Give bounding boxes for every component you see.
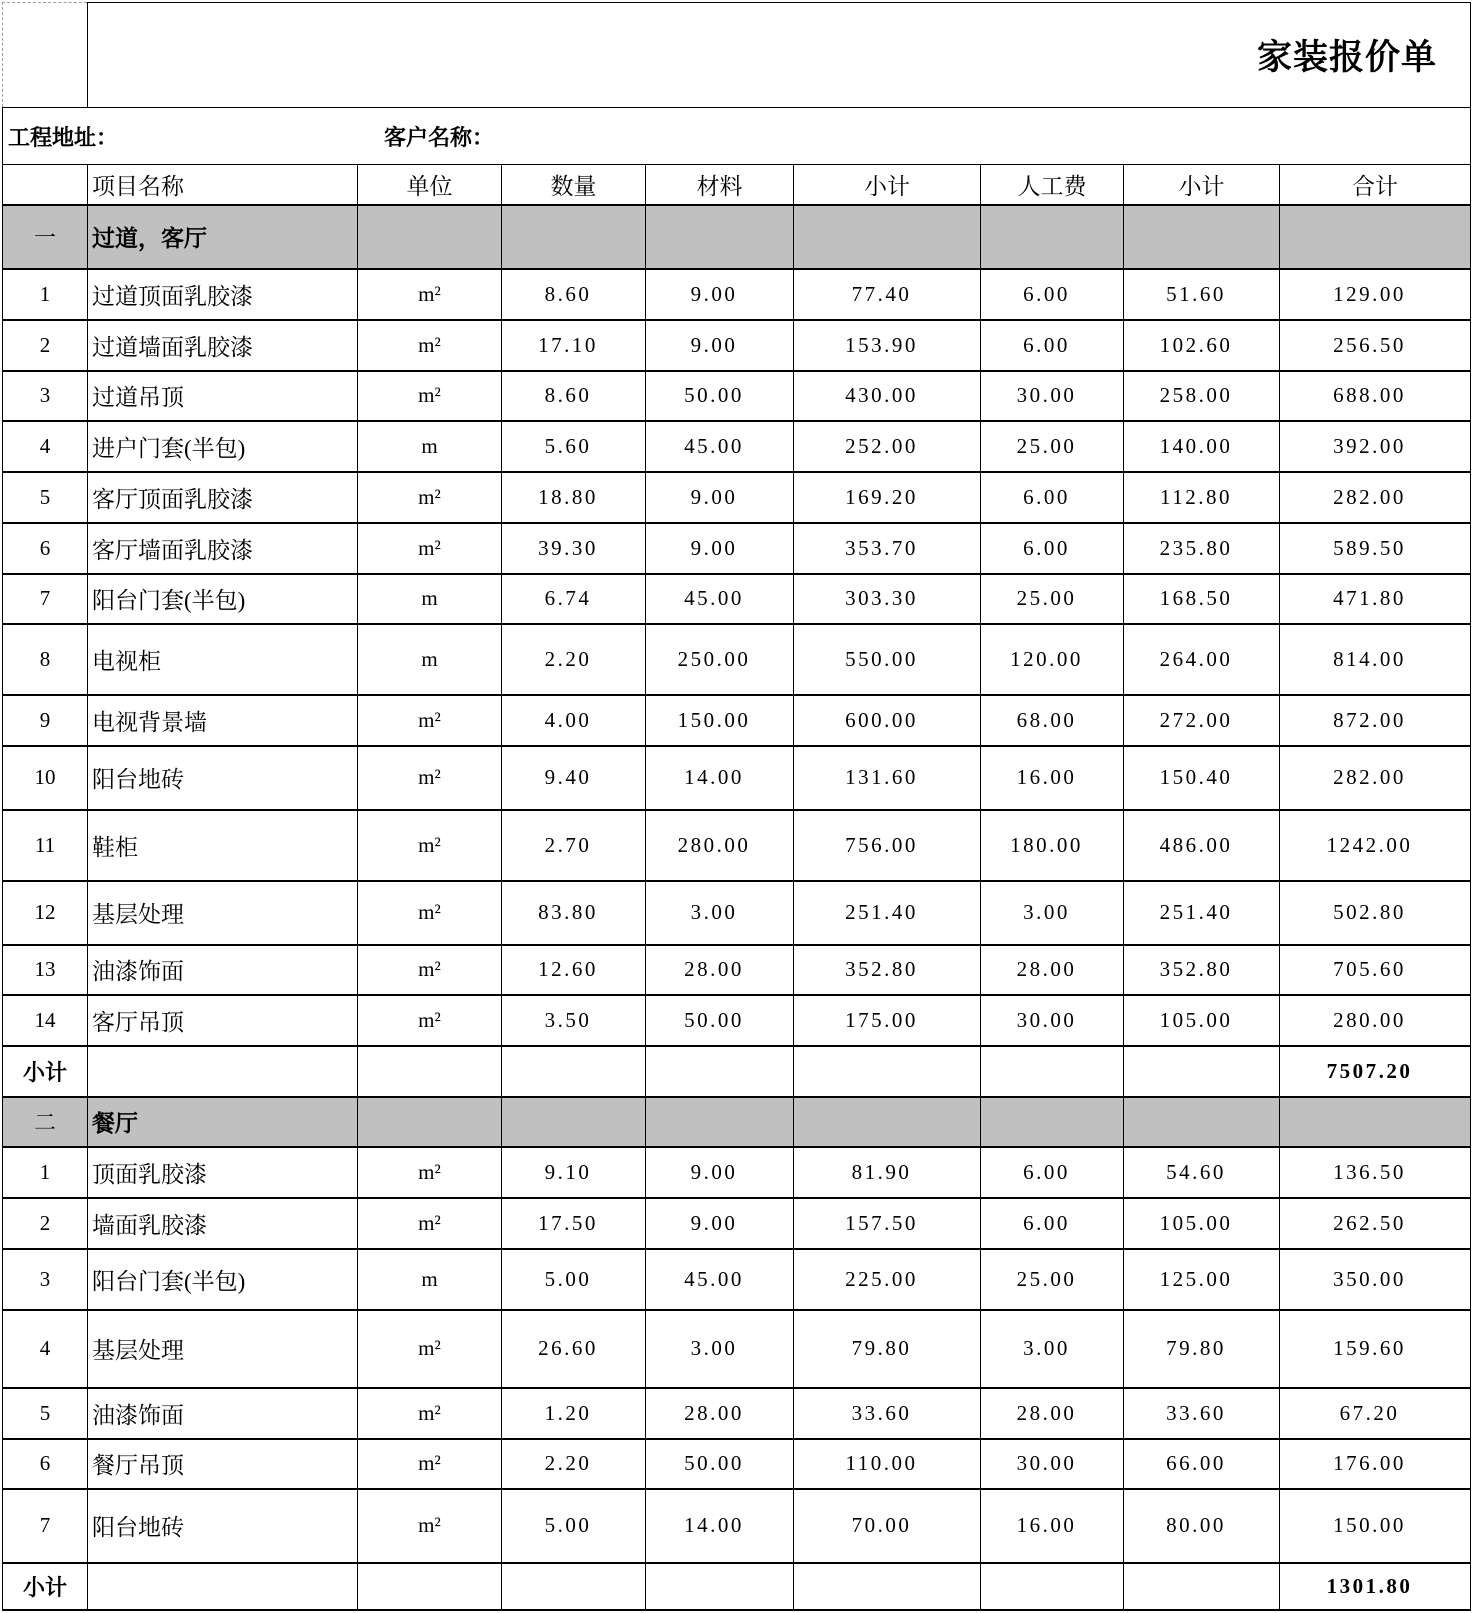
- item-number: 5: [3, 1388, 88, 1439]
- item-quantity: 5.00: [502, 1249, 646, 1310]
- item-material-subtotal: 70.00: [794, 1489, 981, 1563]
- item-name: 阳台地砖: [88, 746, 358, 810]
- item-labor-price: 6.00: [981, 320, 1124, 371]
- table-row: [3, 1249, 1471, 1310]
- item-quantity: 2.20: [502, 624, 646, 695]
- item-quantity: 83.80: [502, 881, 646, 945]
- item-labor-price: 30.00: [981, 1439, 1124, 1489]
- item-name: 阳台地砖: [88, 1489, 358, 1563]
- item-material-price: 9.00: [646, 320, 794, 371]
- item-labor-price: 120.00: [981, 624, 1124, 695]
- item-unit: m²: [358, 371, 502, 421]
- item-quantity: 26.60: [502, 1310, 646, 1388]
- item-unit: m²: [358, 810, 502, 881]
- table-row: [3, 1147, 1471, 1198]
- item-labor-subtotal: 264.00: [1124, 624, 1280, 695]
- item-material-price: 50.00: [646, 371, 794, 421]
- item-material-subtotal: 81.90: [794, 1147, 981, 1198]
- item-labor-subtotal: 66.00: [1124, 1439, 1280, 1489]
- item-total: 280.00: [1280, 995, 1471, 1046]
- subtotal-label: 小计: [3, 1046, 88, 1097]
- item-material-subtotal: 225.00: [794, 1249, 981, 1310]
- table-row: [3, 624, 1471, 695]
- section-name: 过道，客厅: [88, 205, 358, 269]
- item-labor-subtotal: 486.00: [1124, 810, 1280, 881]
- table-row: [3, 995, 1471, 1046]
- section-blank-cell: [646, 1097, 794, 1147]
- item-number: 1: [3, 1147, 88, 1198]
- item-labor-price: 30.00: [981, 995, 1124, 1046]
- item-unit: m²: [358, 746, 502, 810]
- item-number: 4: [3, 421, 88, 472]
- item-labor-price: 180.00: [981, 810, 1124, 881]
- item-unit: m²: [358, 1310, 502, 1388]
- item-labor-subtotal: 105.00: [1124, 1198, 1280, 1249]
- item-labor-subtotal: 80.00: [1124, 1489, 1280, 1563]
- subtotal-label: 小计: [3, 1563, 88, 1610]
- section-name: 餐厅: [88, 1097, 358, 1147]
- item-total: 705.60: [1280, 945, 1471, 995]
- item-labor-price: 3.00: [981, 1310, 1124, 1388]
- header-material-subtotal: 小计: [794, 165, 981, 205]
- item-labor-subtotal: 125.00: [1124, 1249, 1280, 1310]
- subtotal-row: [3, 1046, 1471, 1097]
- item-material-price: 250.00: [646, 624, 794, 695]
- item-quantity: 3.50: [502, 995, 646, 1046]
- item-name: 过道顶面乳胶漆: [88, 269, 358, 320]
- item-unit: m²: [358, 523, 502, 574]
- item-total: 150.00: [1280, 1489, 1471, 1563]
- item-unit: m²: [358, 472, 502, 523]
- header-labor: 人工费: [981, 165, 1124, 205]
- item-unit: m: [358, 1249, 502, 1310]
- item-quantity: 5.00: [502, 1489, 646, 1563]
- item-material-price: 28.00: [646, 945, 794, 995]
- item-name: 电视柜: [88, 624, 358, 695]
- item-quantity: 17.10: [502, 320, 646, 371]
- item-material-price: 9.00: [646, 472, 794, 523]
- table-row: [3, 269, 1471, 320]
- item-material-subtotal: 157.50: [794, 1198, 981, 1249]
- item-quantity: 4.00: [502, 695, 646, 746]
- item-material-price: 45.00: [646, 1249, 794, 1310]
- item-name: 过道吊顶: [88, 371, 358, 421]
- item-material-subtotal: 153.90: [794, 320, 981, 371]
- item-material-subtotal: 600.00: [794, 695, 981, 746]
- item-number: 9: [3, 695, 88, 746]
- item-unit: m²: [358, 320, 502, 371]
- item-unit: m²: [358, 995, 502, 1046]
- client-name-label: 客户名称：: [384, 124, 495, 150]
- item-labor-price: 28.00: [981, 945, 1124, 995]
- item-labor-subtotal: 54.60: [1124, 1147, 1280, 1198]
- section-blank-cell: [1280, 1097, 1471, 1147]
- subtotal-blank-cell: [88, 1046, 358, 1097]
- table-row: [3, 472, 1471, 523]
- item-material-subtotal: 252.00: [794, 421, 981, 472]
- item-material-subtotal: 550.00: [794, 624, 981, 695]
- item-material-subtotal: 756.00: [794, 810, 981, 881]
- header-unit: 单位: [358, 165, 502, 205]
- section-blank-cell: [358, 205, 502, 269]
- header-material: 材料: [646, 165, 794, 205]
- table-row: [3, 746, 1471, 810]
- item-material-subtotal: 352.80: [794, 945, 981, 995]
- table-row: [3, 1198, 1471, 1249]
- section-header-row: [3, 205, 1471, 269]
- item-quantity: 9.10: [502, 1147, 646, 1198]
- item-labor-price: 25.00: [981, 421, 1124, 472]
- item-labor-subtotal: 112.80: [1124, 472, 1280, 523]
- section-index: 二: [3, 1097, 88, 1147]
- item-number: 2: [3, 320, 88, 371]
- table-row: [3, 1489, 1471, 1563]
- item-number: 3: [3, 1249, 88, 1310]
- item-material-price: 14.00: [646, 1489, 794, 1563]
- project-info-cell: [3, 108, 1471, 165]
- item-number: 1: [3, 269, 88, 320]
- item-material-price: 50.00: [646, 995, 794, 1046]
- item-material-price: 9.00: [646, 1147, 794, 1198]
- item-name: 顶面乳胶漆: [88, 1147, 358, 1198]
- item-total: 350.00: [1280, 1249, 1471, 1310]
- item-material-subtotal: 77.40: [794, 269, 981, 320]
- item-total: 872.00: [1280, 695, 1471, 746]
- subtotal-blank-cell: [646, 1046, 794, 1097]
- page-title: 家装报价单: [88, 3, 1471, 108]
- subtotal-value: 7507.20: [1280, 1046, 1471, 1097]
- item-labor-price: 6.00: [981, 1147, 1124, 1198]
- item-labor-price: 16.00: [981, 746, 1124, 810]
- item-labor-subtotal: 33.60: [1124, 1388, 1280, 1439]
- item-quantity: 2.20: [502, 1439, 646, 1489]
- item-name: 阳台门套(半包): [88, 574, 358, 624]
- section-blank-cell: [794, 1097, 981, 1147]
- item-labor-price: 28.00: [981, 1388, 1124, 1439]
- item-total: 282.00: [1280, 472, 1471, 523]
- section-blank-cell: [981, 205, 1124, 269]
- section-blank-cell: [502, 205, 646, 269]
- item-total: 176.00: [1280, 1439, 1471, 1489]
- item-number: 13: [3, 945, 88, 995]
- item-name: 进户门套(半包): [88, 421, 358, 472]
- item-unit: m²: [358, 881, 502, 945]
- item-unit: m²: [358, 695, 502, 746]
- item-name: 客厅吊顶: [88, 995, 358, 1046]
- item-number: 10: [3, 746, 88, 810]
- subtotal-blank-cell: [1124, 1563, 1280, 1610]
- item-material-price: 45.00: [646, 574, 794, 624]
- item-total: 688.00: [1280, 371, 1471, 421]
- item-quantity: 8.60: [502, 371, 646, 421]
- section-index: 一: [3, 205, 88, 269]
- item-total: 1242.00: [1280, 810, 1471, 881]
- item-material-price: 9.00: [646, 269, 794, 320]
- table-row: [3, 1388, 1471, 1439]
- subtotal-blank-cell: [358, 1563, 502, 1610]
- item-material-price: 150.00: [646, 695, 794, 746]
- item-quantity: 1.20: [502, 1388, 646, 1439]
- item-name: 客厅墙面乳胶漆: [88, 523, 358, 574]
- item-material-subtotal: 110.00: [794, 1439, 981, 1489]
- header-labor-subtotal: 小计: [1124, 165, 1280, 205]
- item-labor-price: 25.00: [981, 574, 1124, 624]
- item-labor-price: 6.00: [981, 472, 1124, 523]
- item-total: 589.50: [1280, 523, 1471, 574]
- item-material-subtotal: 353.70: [794, 523, 981, 574]
- section-blank-cell: [1280, 205, 1471, 269]
- section-blank-cell: [646, 205, 794, 269]
- subtotal-blank-cell: [502, 1046, 646, 1097]
- item-labor-subtotal: 235.80: [1124, 523, 1280, 574]
- column-header-row: [3, 165, 1471, 205]
- item-unit: m: [358, 421, 502, 472]
- item-material-price: 9.00: [646, 523, 794, 574]
- item-total: 502.80: [1280, 881, 1471, 945]
- section-blank-cell: [1124, 205, 1280, 269]
- subtotal-blank-cell: [88, 1563, 358, 1610]
- subtotal-blank-cell: [794, 1046, 981, 1097]
- item-name: 鞋柜: [88, 810, 358, 881]
- item-number: 4: [3, 1310, 88, 1388]
- section-blank-cell: [1124, 1097, 1280, 1147]
- table-row: [3, 1310, 1471, 1388]
- section-blank-cell: [358, 1097, 502, 1147]
- item-labor-price: 25.00: [981, 1249, 1124, 1310]
- item-name: 油漆饰面: [88, 945, 358, 995]
- subtotal-blank-cell: [502, 1563, 646, 1610]
- subtotal-blank-cell: [358, 1046, 502, 1097]
- item-labor-price: 16.00: [981, 1489, 1124, 1563]
- item-labor-subtotal: 79.80: [1124, 1310, 1280, 1388]
- item-quantity: 5.60: [502, 421, 646, 472]
- item-unit: m²: [358, 1198, 502, 1249]
- item-material-subtotal: 131.60: [794, 746, 981, 810]
- item-material-subtotal: 303.30: [794, 574, 981, 624]
- item-unit: m: [358, 624, 502, 695]
- item-total: 471.80: [1280, 574, 1471, 624]
- table-row: [3, 810, 1471, 881]
- subtotal-blank-cell: [646, 1563, 794, 1610]
- subtotal-value: 1301.80: [1280, 1563, 1471, 1610]
- item-total: 159.60: [1280, 1310, 1471, 1388]
- item-quantity: 39.30: [502, 523, 646, 574]
- item-material-price: 50.00: [646, 1439, 794, 1489]
- item-number: 6: [3, 523, 88, 574]
- title-row: [3, 3, 1471, 108]
- item-name: 阳台门套(半包): [88, 1249, 358, 1310]
- item-labor-subtotal: 272.00: [1124, 695, 1280, 746]
- section-header-row: [3, 1097, 1471, 1147]
- item-name: 电视背景墙: [88, 695, 358, 746]
- item-quantity: 2.70: [502, 810, 646, 881]
- header-quantity: 数量: [502, 165, 646, 205]
- item-unit: m²: [358, 269, 502, 320]
- item-material-subtotal: 33.60: [794, 1388, 981, 1439]
- item-material-subtotal: 175.00: [794, 995, 981, 1046]
- item-unit: m²: [358, 1147, 502, 1198]
- item-labor-price: 6.00: [981, 523, 1124, 574]
- item-material-subtotal: 251.40: [794, 881, 981, 945]
- table-row: [3, 1439, 1471, 1489]
- table-row: [3, 421, 1471, 472]
- table-row: [3, 371, 1471, 421]
- item-labor-subtotal: 168.50: [1124, 574, 1280, 624]
- item-labor-price: 6.00: [981, 269, 1124, 320]
- item-material-price: 3.00: [646, 1310, 794, 1388]
- item-total: 282.00: [1280, 746, 1471, 810]
- item-total: 814.00: [1280, 624, 1471, 695]
- item-number: 6: [3, 1439, 88, 1489]
- table-row: [3, 695, 1471, 746]
- item-number: 7: [3, 574, 88, 624]
- subtotal-blank-cell: [981, 1046, 1124, 1097]
- item-number: 12: [3, 881, 88, 945]
- item-labor-subtotal: 51.60: [1124, 269, 1280, 320]
- item-unit: m²: [358, 1439, 502, 1489]
- table-row: [3, 945, 1471, 995]
- subtotal-blank-cell: [794, 1563, 981, 1610]
- item-total: 256.50: [1280, 320, 1471, 371]
- item-labor-subtotal: 258.00: [1124, 371, 1280, 421]
- item-labor-subtotal: 105.00: [1124, 995, 1280, 1046]
- item-quantity: 6.74: [502, 574, 646, 624]
- item-material-price: 14.00: [646, 746, 794, 810]
- item-quantity: 12.60: [502, 945, 646, 995]
- item-labor-subtotal: 150.40: [1124, 746, 1280, 810]
- item-name: 客厅顶面乳胶漆: [88, 472, 358, 523]
- item-labor-price: 3.00: [981, 881, 1124, 945]
- item-number: 11: [3, 810, 88, 881]
- subtotal-blank-cell: [981, 1563, 1124, 1610]
- header-blank-cell: [3, 165, 88, 205]
- item-number: 8: [3, 624, 88, 695]
- item-labor-subtotal: 352.80: [1124, 945, 1280, 995]
- item-number: 3: [3, 371, 88, 421]
- item-total: 392.00: [1280, 421, 1471, 472]
- subtotal-blank-cell: [1124, 1046, 1280, 1097]
- section-blank-cell: [981, 1097, 1124, 1147]
- item-quantity: 18.80: [502, 472, 646, 523]
- item-name: 墙面乳胶漆: [88, 1198, 358, 1249]
- item-unit: m²: [358, 945, 502, 995]
- item-unit: m: [358, 574, 502, 624]
- table-row: [3, 881, 1471, 945]
- item-name: 餐厅吊顶: [88, 1439, 358, 1489]
- item-material-price: 28.00: [646, 1388, 794, 1439]
- item-number: 2: [3, 1198, 88, 1249]
- item-labor-price: 6.00: [981, 1198, 1124, 1249]
- item-material-price: 9.00: [646, 1198, 794, 1249]
- section-blank-cell: [794, 205, 981, 269]
- item-material-price: 45.00: [646, 421, 794, 472]
- item-labor-subtotal: 140.00: [1124, 421, 1280, 472]
- table-row: [3, 523, 1471, 574]
- item-total: 136.50: [1280, 1147, 1471, 1198]
- item-quantity: 17.50: [502, 1198, 646, 1249]
- project-info-row: [3, 108, 1471, 165]
- item-material-subtotal: 79.80: [794, 1310, 981, 1388]
- header-item-name: 项目名称: [88, 165, 358, 205]
- item-name: 油漆饰面: [88, 1388, 358, 1439]
- quotation-table: [2, 2, 1471, 1611]
- item-material-subtotal: 430.00: [794, 371, 981, 421]
- item-labor-subtotal: 102.60: [1124, 320, 1280, 371]
- item-name: 基层处理: [88, 1310, 358, 1388]
- item-total: 262.50: [1280, 1198, 1471, 1249]
- item-number: 7: [3, 1489, 88, 1563]
- item-number: 14: [3, 995, 88, 1046]
- corner-cell: [3, 3, 88, 108]
- item-quantity: 9.40: [502, 746, 646, 810]
- item-name: 基层处理: [88, 881, 358, 945]
- item-quantity: 8.60: [502, 269, 646, 320]
- item-total: 67.20: [1280, 1388, 1471, 1439]
- table-row: [3, 574, 1471, 624]
- item-unit: m²: [358, 1388, 502, 1439]
- item-labor-price: 68.00: [981, 695, 1124, 746]
- section-blank-cell: [502, 1097, 646, 1147]
- project-address-label: 工程地址：: [8, 124, 119, 150]
- item-material-price: 3.00: [646, 881, 794, 945]
- item-labor-subtotal: 251.40: [1124, 881, 1280, 945]
- subtotal-row: [3, 1563, 1471, 1610]
- item-labor-price: 30.00: [981, 371, 1124, 421]
- table-row: [3, 320, 1471, 371]
- header-total: 合计: [1280, 165, 1471, 205]
- item-material-subtotal: 169.20: [794, 472, 981, 523]
- item-number: 5: [3, 472, 88, 523]
- item-material-price: 280.00: [646, 810, 794, 881]
- item-unit: m²: [358, 1489, 502, 1563]
- item-name: 过道墙面乳胶漆: [88, 320, 358, 371]
- item-total: 129.00: [1280, 269, 1471, 320]
